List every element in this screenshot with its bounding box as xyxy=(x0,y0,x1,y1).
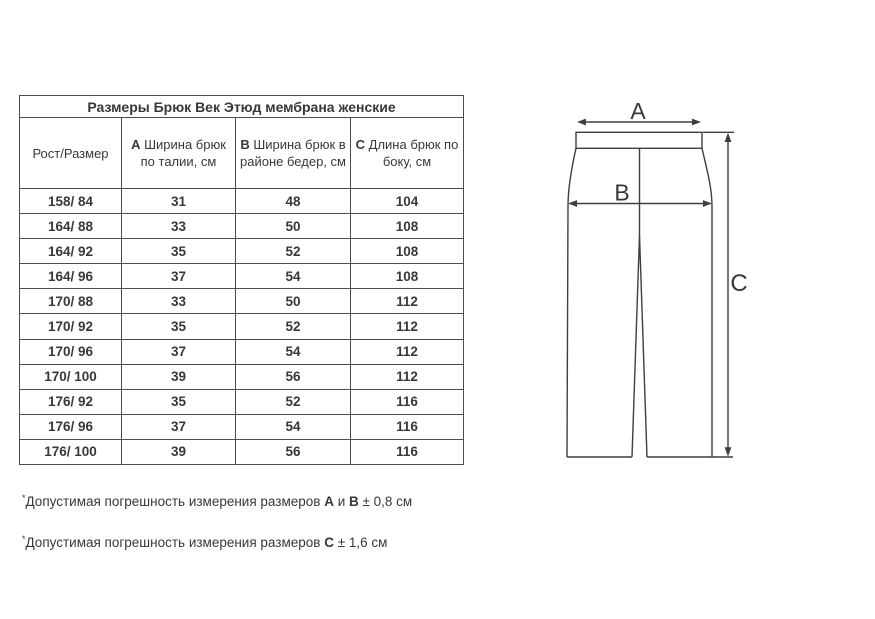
cell-a: 37 xyxy=(122,414,236,439)
header-c-letter: C xyxy=(355,137,366,152)
table-row xyxy=(20,189,464,214)
cell-size: 176/ 92 xyxy=(20,389,122,414)
trousers-center-seam-left-inner xyxy=(632,148,640,457)
footnote-asterisk: * xyxy=(22,534,26,544)
table-row xyxy=(20,239,464,264)
header-size-label: Рост/Размер xyxy=(32,145,109,161)
arrowhead-a-left xyxy=(577,119,586,126)
table-row xyxy=(20,364,464,389)
cell-size: 176/ 96 xyxy=(20,414,122,439)
cell-b: 50 xyxy=(236,289,351,314)
header-b xyxy=(236,118,351,189)
cell-c: 112 xyxy=(351,289,464,314)
table-row xyxy=(20,389,464,414)
cell-size: 158/ 84 xyxy=(20,189,122,214)
size-table xyxy=(19,95,464,465)
cell-size: 164/ 96 xyxy=(20,264,122,289)
trousers-diagram xyxy=(540,85,770,475)
cell-a: 31 xyxy=(122,189,236,214)
cell-b: 56 xyxy=(236,439,351,464)
cell-size: 170/ 96 xyxy=(20,339,122,364)
cell-c: 108 xyxy=(351,239,464,264)
cell-b: 52 xyxy=(236,389,351,414)
cell-c: 112 xyxy=(351,314,464,339)
trousers-right-inner xyxy=(640,235,648,457)
trousers-waistband xyxy=(576,132,702,148)
arrowhead-c-top xyxy=(725,133,732,142)
cell-b: 50 xyxy=(236,214,351,239)
cell-a: 37 xyxy=(122,339,236,364)
table-row xyxy=(20,264,464,289)
cell-b: 52 xyxy=(236,239,351,264)
arrowhead-b-left xyxy=(568,200,577,207)
cell-size: 170/ 100 xyxy=(20,364,122,389)
table-title-row xyxy=(20,96,464,118)
header-size xyxy=(20,118,122,189)
header-b-letter: B xyxy=(240,137,250,152)
diagram-label-a: A xyxy=(630,98,646,124)
trousers-left-side xyxy=(567,148,576,457)
cell-a: 39 xyxy=(122,364,236,389)
table-row xyxy=(20,289,464,314)
cell-c: 108 xyxy=(351,214,464,239)
cell-c: 108 xyxy=(351,264,464,289)
table-title: Размеры Брюк Век Этюд мембрана женские xyxy=(20,96,464,118)
cell-a: 35 xyxy=(122,389,236,414)
cell-c: 104 xyxy=(351,189,464,214)
table-row xyxy=(20,214,464,239)
cell-a: 39 xyxy=(122,439,236,464)
cell-a: 35 xyxy=(122,239,236,264)
cell-size: 164/ 88 xyxy=(20,214,122,239)
table-row xyxy=(20,314,464,339)
table-row xyxy=(20,339,464,364)
table-row xyxy=(20,414,464,439)
cell-a: 35 xyxy=(122,314,236,339)
cell-size: 176/ 100 xyxy=(20,439,122,464)
cell-c: 112 xyxy=(351,339,464,364)
cell-a: 37 xyxy=(122,264,236,289)
cell-size: 170/ 88 xyxy=(20,289,122,314)
cell-b: 54 xyxy=(236,264,351,289)
diagram-label-c: C xyxy=(730,270,748,297)
diagram-label-b: B xyxy=(614,179,630,206)
cell-b: 52 xyxy=(236,314,351,339)
cell-c: 112 xyxy=(351,364,464,389)
cell-b: 56 xyxy=(236,364,351,389)
header-a-letter: A xyxy=(131,137,141,152)
trousers-right-side xyxy=(702,148,712,457)
cell-b: 54 xyxy=(236,414,351,439)
cell-b: 54 xyxy=(236,339,351,364)
table-header-row xyxy=(20,118,464,189)
header-a xyxy=(122,118,236,189)
cell-a: 33 xyxy=(122,289,236,314)
table-row xyxy=(20,439,464,464)
cell-size: 164/ 92 xyxy=(20,239,122,264)
arrowhead-b-right xyxy=(703,200,712,207)
cell-c: 116 xyxy=(351,389,464,414)
footnote-tolerance-c: *Допустимая погрешность измерения размеров C ± 1,6 см xyxy=(22,534,388,550)
header-c xyxy=(351,118,464,189)
cell-size: 170/ 92 xyxy=(20,314,122,339)
cell-a: 33 xyxy=(122,214,236,239)
header-a-label: Ширина брюк по талии, см xyxy=(140,137,226,169)
arrowhead-c-bottom xyxy=(725,447,732,456)
cell-c: 116 xyxy=(351,414,464,439)
arrowhead-a-right xyxy=(692,119,701,126)
cell-c: 116 xyxy=(351,439,464,464)
cell-b: 48 xyxy=(236,189,351,214)
footnote-asterisk: * xyxy=(22,493,26,503)
footnote-tolerance-ab: *Допустимая погрешность измерения размеров A и B ± 0,8 см xyxy=(22,493,413,509)
header-c-label: Длина брюк по боку, см xyxy=(365,137,459,169)
header-b-label: Ширина брюк в районе бедер, см xyxy=(240,137,346,169)
